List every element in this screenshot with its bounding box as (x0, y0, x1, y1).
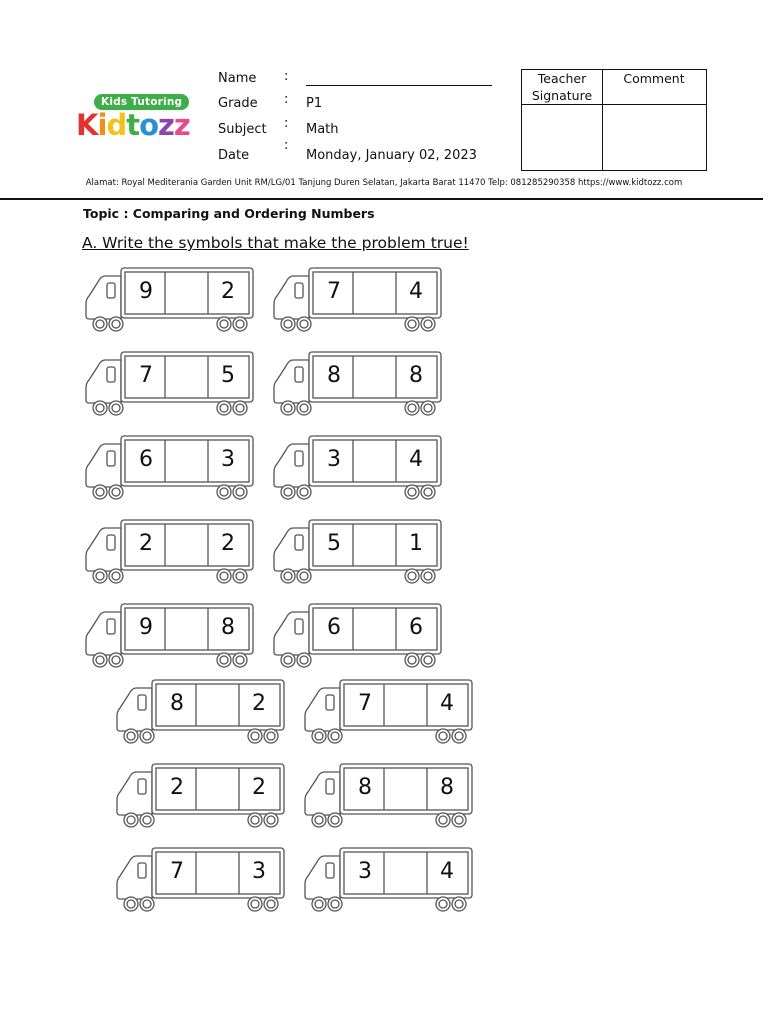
comparison-answer-box[interactable] (197, 690, 239, 722)
grade-colon: : (284, 92, 289, 107)
left-number: 3 (358, 859, 372, 884)
right-number: 4 (440, 859, 454, 884)
comparison-answer-box[interactable] (385, 858, 427, 890)
truck-problem (116, 762, 288, 830)
comparison-answer-box[interactable] (166, 446, 208, 478)
right-number: 6 (409, 615, 423, 640)
logo-letter: o (139, 108, 159, 142)
comment-header: Comment (623, 71, 685, 86)
left-number: 7 (358, 691, 372, 716)
grade-label: Grade (218, 96, 258, 111)
right-number: 8 (221, 615, 235, 640)
right-number: 3 (252, 859, 266, 884)
right-number: 8 (440, 775, 454, 800)
comparison-answer-box[interactable] (166, 278, 208, 310)
truck-problem (273, 434, 445, 502)
teacher-comment-table (521, 69, 707, 171)
grade-value: P1 (306, 96, 323, 111)
truck-problem (116, 846, 288, 914)
date-label: Date (218, 148, 250, 163)
logo-letter: z (158, 108, 174, 142)
right-number: 4 (409, 447, 423, 472)
right-number: 2 (252, 691, 266, 716)
signature-header: Signature (531, 88, 593, 103)
left-number: 7 (327, 279, 341, 304)
truck-problem (304, 678, 476, 746)
left-number: 5 (327, 531, 341, 556)
right-number: 4 (440, 691, 454, 716)
truck-problem (273, 266, 445, 334)
truck-problem (85, 518, 257, 586)
comparison-answer-box[interactable] (385, 774, 427, 806)
truck-problem (273, 518, 445, 586)
left-number: 9 (139, 615, 153, 640)
truck-problem (273, 350, 445, 418)
truck-problem (273, 602, 445, 670)
truck-problem (85, 350, 257, 418)
right-number: 2 (221, 531, 235, 556)
comparison-answer-box[interactable] (166, 614, 208, 646)
truck-problem (85, 602, 257, 670)
truck-problem (304, 846, 476, 914)
right-number: 8 (409, 363, 423, 388)
comparison-answer-box[interactable] (197, 858, 239, 890)
logo-wordmark (76, 108, 190, 142)
left-number: 6 (139, 447, 153, 472)
comparison-answer-box[interactable] (385, 690, 427, 722)
address-line: Alamat: Royal Mediterania Garden Unit RM/LG/01 Tanjung Duren Selatan, Jakarta Barat 11470 Telp: 081285290358 https://www.kidtozz.com (85, 178, 683, 188)
subject-value: Math (306, 122, 339, 137)
name-field[interactable] (306, 69, 492, 86)
truck-problem (116, 678, 288, 746)
teacher-header: Teacher (537, 71, 587, 86)
topic-heading: Topic : Comparing and Ordering Numbers (83, 206, 375, 221)
comparison-answer-box[interactable] (166, 530, 208, 562)
comparison-answer-box[interactable] (197, 774, 239, 806)
right-number: 5 (221, 363, 235, 388)
subject-label: Subject (218, 122, 267, 137)
logo-letter: d (106, 108, 127, 142)
comparison-answer-box[interactable] (354, 530, 396, 562)
left-number: 9 (139, 279, 153, 304)
left-number: 8 (327, 363, 341, 388)
logo-letter: K (76, 108, 98, 142)
name-colon: : (284, 69, 289, 84)
left-number: 7 (170, 859, 184, 884)
header-divider (0, 198, 763, 200)
right-number: 3 (221, 447, 235, 472)
date-colon: : (284, 138, 289, 153)
left-number: 7 (139, 363, 153, 388)
logo-letter: t (126, 108, 140, 142)
truck-problem (304, 762, 476, 830)
logo-letter: z (173, 108, 190, 142)
comparison-answer-box[interactable] (354, 278, 396, 310)
left-number: 8 (358, 775, 372, 800)
signature-cell[interactable] (522, 105, 602, 171)
logo-badge: Kids Tutoring (94, 94, 189, 110)
left-number: 8 (170, 691, 184, 716)
date-value: Monday, January 02, 2023 (306, 148, 477, 163)
name-label: Name (218, 71, 257, 86)
left-number: 2 (139, 531, 153, 556)
truck-problem (85, 434, 257, 502)
section-title: A. Write the symbols that make the problem true! (82, 234, 469, 252)
subject-colon: : (284, 116, 289, 131)
left-number: 2 (170, 775, 184, 800)
right-number: 4 (409, 279, 423, 304)
comparison-answer-box[interactable] (354, 362, 396, 394)
right-number: 2 (221, 279, 235, 304)
comment-cell[interactable] (603, 105, 707, 171)
left-number: 3 (327, 447, 341, 472)
right-number: 2 (252, 775, 266, 800)
comparison-answer-box[interactable] (354, 614, 396, 646)
kidtozz-logo (74, 92, 192, 152)
truck-problem (85, 266, 257, 334)
comparison-answer-box[interactable] (166, 362, 208, 394)
right-number: 1 (409, 531, 423, 556)
left-number: 6 (327, 615, 341, 640)
comparison-answer-box[interactable] (354, 446, 396, 478)
logo-letter: i (97, 108, 107, 142)
